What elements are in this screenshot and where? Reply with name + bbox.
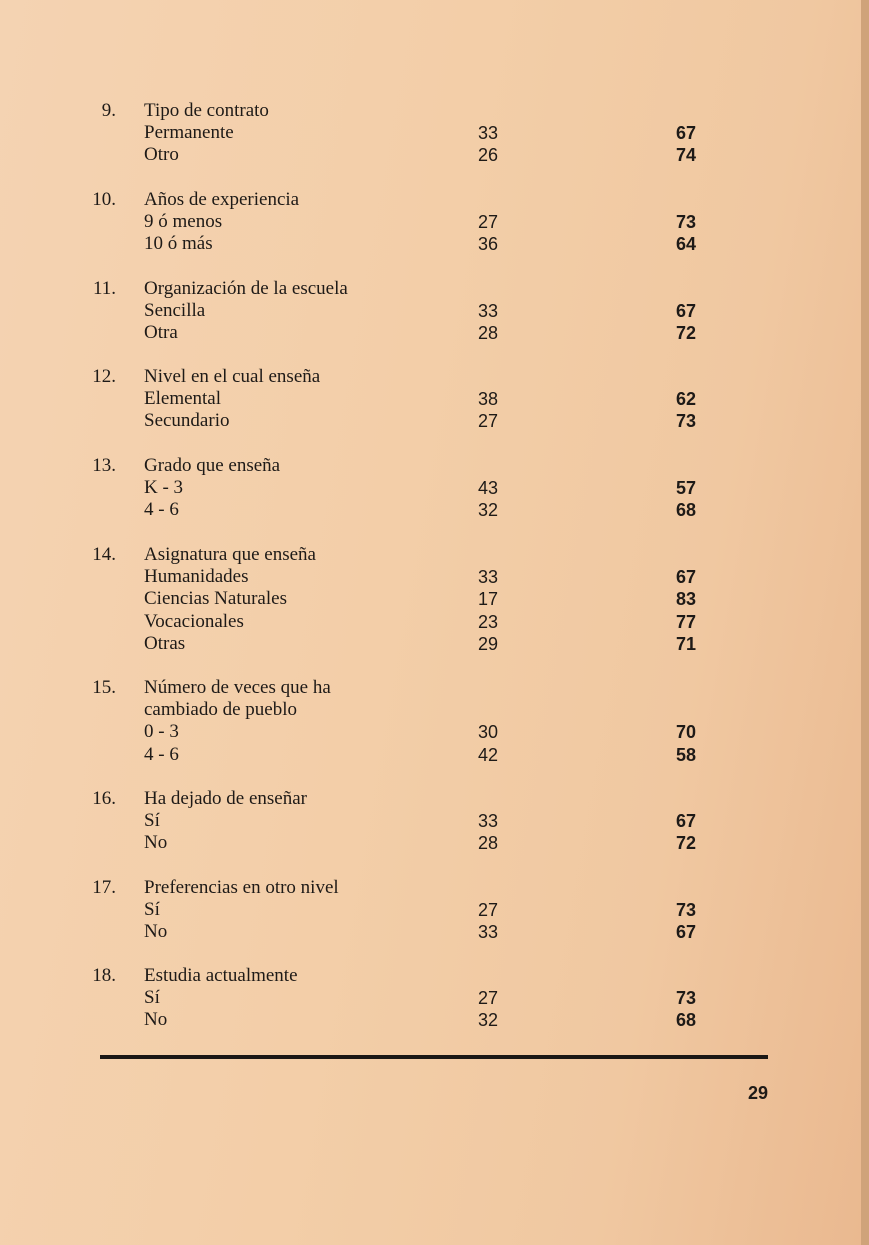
item-number: 10. bbox=[92, 189, 116, 210]
row-label: Elemental bbox=[144, 388, 222, 410]
item-number: 14. bbox=[92, 544, 116, 565]
value-column-1: 32 bbox=[477, 500, 499, 521]
item-title: Asignatura que enseña bbox=[144, 544, 316, 565]
item-title: Grado que enseña bbox=[144, 455, 281, 476]
value-column-1: 28 bbox=[477, 833, 499, 854]
value-column-2: 73 bbox=[675, 411, 697, 432]
value-column-2: 68 bbox=[675, 500, 697, 521]
table-row bbox=[0, 233, 861, 255]
item-number: 9. bbox=[101, 100, 116, 121]
row-label: Otras bbox=[144, 632, 186, 654]
table-row bbox=[0, 388, 861, 410]
value-column-2: 73 bbox=[675, 212, 697, 233]
bottom-rule bbox=[100, 1055, 768, 1059]
row-label: No bbox=[144, 921, 168, 943]
table-row bbox=[0, 211, 861, 233]
table-row bbox=[0, 499, 861, 521]
value-column-2: 68 bbox=[675, 1010, 697, 1031]
table-row bbox=[0, 322, 861, 344]
value-column-2: 67 bbox=[675, 123, 697, 144]
value-column-1: 17 bbox=[477, 589, 499, 610]
table-row bbox=[0, 921, 861, 943]
row-label: No bbox=[144, 832, 168, 854]
value-column-1: 28 bbox=[477, 323, 499, 344]
row-label: Vocacionales bbox=[144, 610, 244, 632]
item-title: Preferencias en otro nivel bbox=[144, 877, 339, 898]
value-column-2: 67 bbox=[675, 301, 697, 322]
value-column-1: 23 bbox=[477, 611, 499, 632]
value-column-2: 67 bbox=[675, 922, 697, 943]
table-row bbox=[0, 810, 861, 832]
value-column-1: 27 bbox=[477, 411, 499, 432]
value-column-2: 67 bbox=[675, 567, 697, 588]
value-column-1: 27 bbox=[477, 212, 499, 233]
item-title: Organización de la escuela bbox=[144, 278, 348, 299]
value-column-2: 73 bbox=[675, 900, 697, 921]
value-column-1: 33 bbox=[477, 811, 499, 832]
item-title: Tipo de contrato bbox=[144, 100, 269, 121]
item-title: Nivel en el cual enseña bbox=[144, 366, 321, 387]
table-row bbox=[0, 987, 861, 1009]
value-column-1: 32 bbox=[477, 1010, 499, 1031]
table-row bbox=[0, 477, 861, 499]
table-row bbox=[0, 721, 861, 743]
value-column-2: 71 bbox=[675, 633, 697, 654]
value-column-2: 77 bbox=[675, 611, 697, 632]
value-column-2: 83 bbox=[675, 589, 697, 610]
table-row bbox=[0, 588, 861, 610]
value-column-1: 36 bbox=[477, 234, 499, 255]
table-row bbox=[0, 611, 861, 633]
item-title: cambiado de pueblo bbox=[144, 699, 298, 721]
value-column-1: 33 bbox=[477, 567, 499, 588]
value-column-1: 38 bbox=[477, 389, 499, 410]
row-label: 4 - 6 bbox=[144, 743, 179, 765]
table-row bbox=[0, 832, 861, 854]
value-column-1: 43 bbox=[477, 478, 499, 499]
table-row bbox=[0, 899, 861, 921]
row-label: K - 3 bbox=[144, 477, 184, 499]
value-column-2: 67 bbox=[675, 811, 697, 832]
row-label: Humanidades bbox=[144, 566, 249, 588]
item-number: 17. bbox=[92, 877, 116, 898]
item-title: Años de experiencia bbox=[144, 189, 300, 210]
row-label: Otra bbox=[144, 322, 178, 344]
value-column-1: 29 bbox=[477, 633, 499, 654]
item-number: 15. bbox=[92, 677, 116, 698]
value-column-1: 27 bbox=[477, 988, 499, 1009]
value-column-2: 64 bbox=[675, 234, 697, 255]
value-column-2: 73 bbox=[675, 988, 697, 1009]
row-label: Sí bbox=[144, 810, 160, 832]
value-column-1: 33 bbox=[477, 123, 499, 144]
table-row bbox=[0, 744, 861, 766]
table-row bbox=[0, 144, 861, 166]
row-label: 0 - 3 bbox=[144, 721, 179, 743]
value-column-1: 30 bbox=[477, 722, 499, 743]
value-column-1: 42 bbox=[477, 744, 499, 765]
row-label: Sí bbox=[144, 899, 160, 921]
value-column-2: 70 bbox=[675, 722, 697, 743]
item-title: Número de veces que ha bbox=[144, 677, 331, 698]
table-row bbox=[0, 633, 861, 655]
row-label: 9 ó menos bbox=[144, 211, 223, 233]
row-label: Secundario bbox=[144, 410, 230, 432]
item-title: Estudia actualmente bbox=[144, 965, 298, 986]
item-number: 11. bbox=[92, 278, 116, 299]
value-column-2: 74 bbox=[675, 145, 697, 166]
item-number: 18. bbox=[92, 965, 116, 986]
value-column-2: 62 bbox=[675, 389, 697, 410]
row-label: Sencilla bbox=[144, 300, 206, 322]
value-column-1: 33 bbox=[477, 301, 499, 322]
row-label: Ciencias Naturales bbox=[144, 588, 287, 610]
table-row bbox=[0, 1009, 861, 1031]
row-label: 4 - 6 bbox=[144, 499, 179, 521]
value-column-2: 58 bbox=[675, 744, 697, 765]
value-column-1: 26 bbox=[477, 145, 499, 166]
row-label: 10 ó más bbox=[144, 233, 213, 255]
table-row bbox=[0, 300, 861, 322]
value-column-1: 27 bbox=[477, 900, 499, 921]
value-column-2: 72 bbox=[675, 833, 697, 854]
item-title: Ha dejado de enseñar bbox=[144, 788, 308, 809]
value-column-2: 72 bbox=[675, 323, 697, 344]
row-label: Otro bbox=[144, 144, 179, 166]
table-row bbox=[0, 410, 861, 432]
page-number: 29 bbox=[748, 1083, 769, 1103]
item-number: 16. bbox=[92, 788, 116, 809]
row-label: No bbox=[144, 1009, 168, 1031]
row-label: Sí bbox=[144, 987, 160, 1009]
item-number: 12. bbox=[92, 366, 116, 387]
item-number: 13. bbox=[92, 455, 116, 476]
row-label: Permanente bbox=[144, 122, 234, 144]
table-row bbox=[0, 566, 861, 588]
value-column-1: 33 bbox=[477, 922, 499, 943]
table-row bbox=[0, 122, 861, 144]
value-column-2: 57 bbox=[675, 478, 697, 499]
